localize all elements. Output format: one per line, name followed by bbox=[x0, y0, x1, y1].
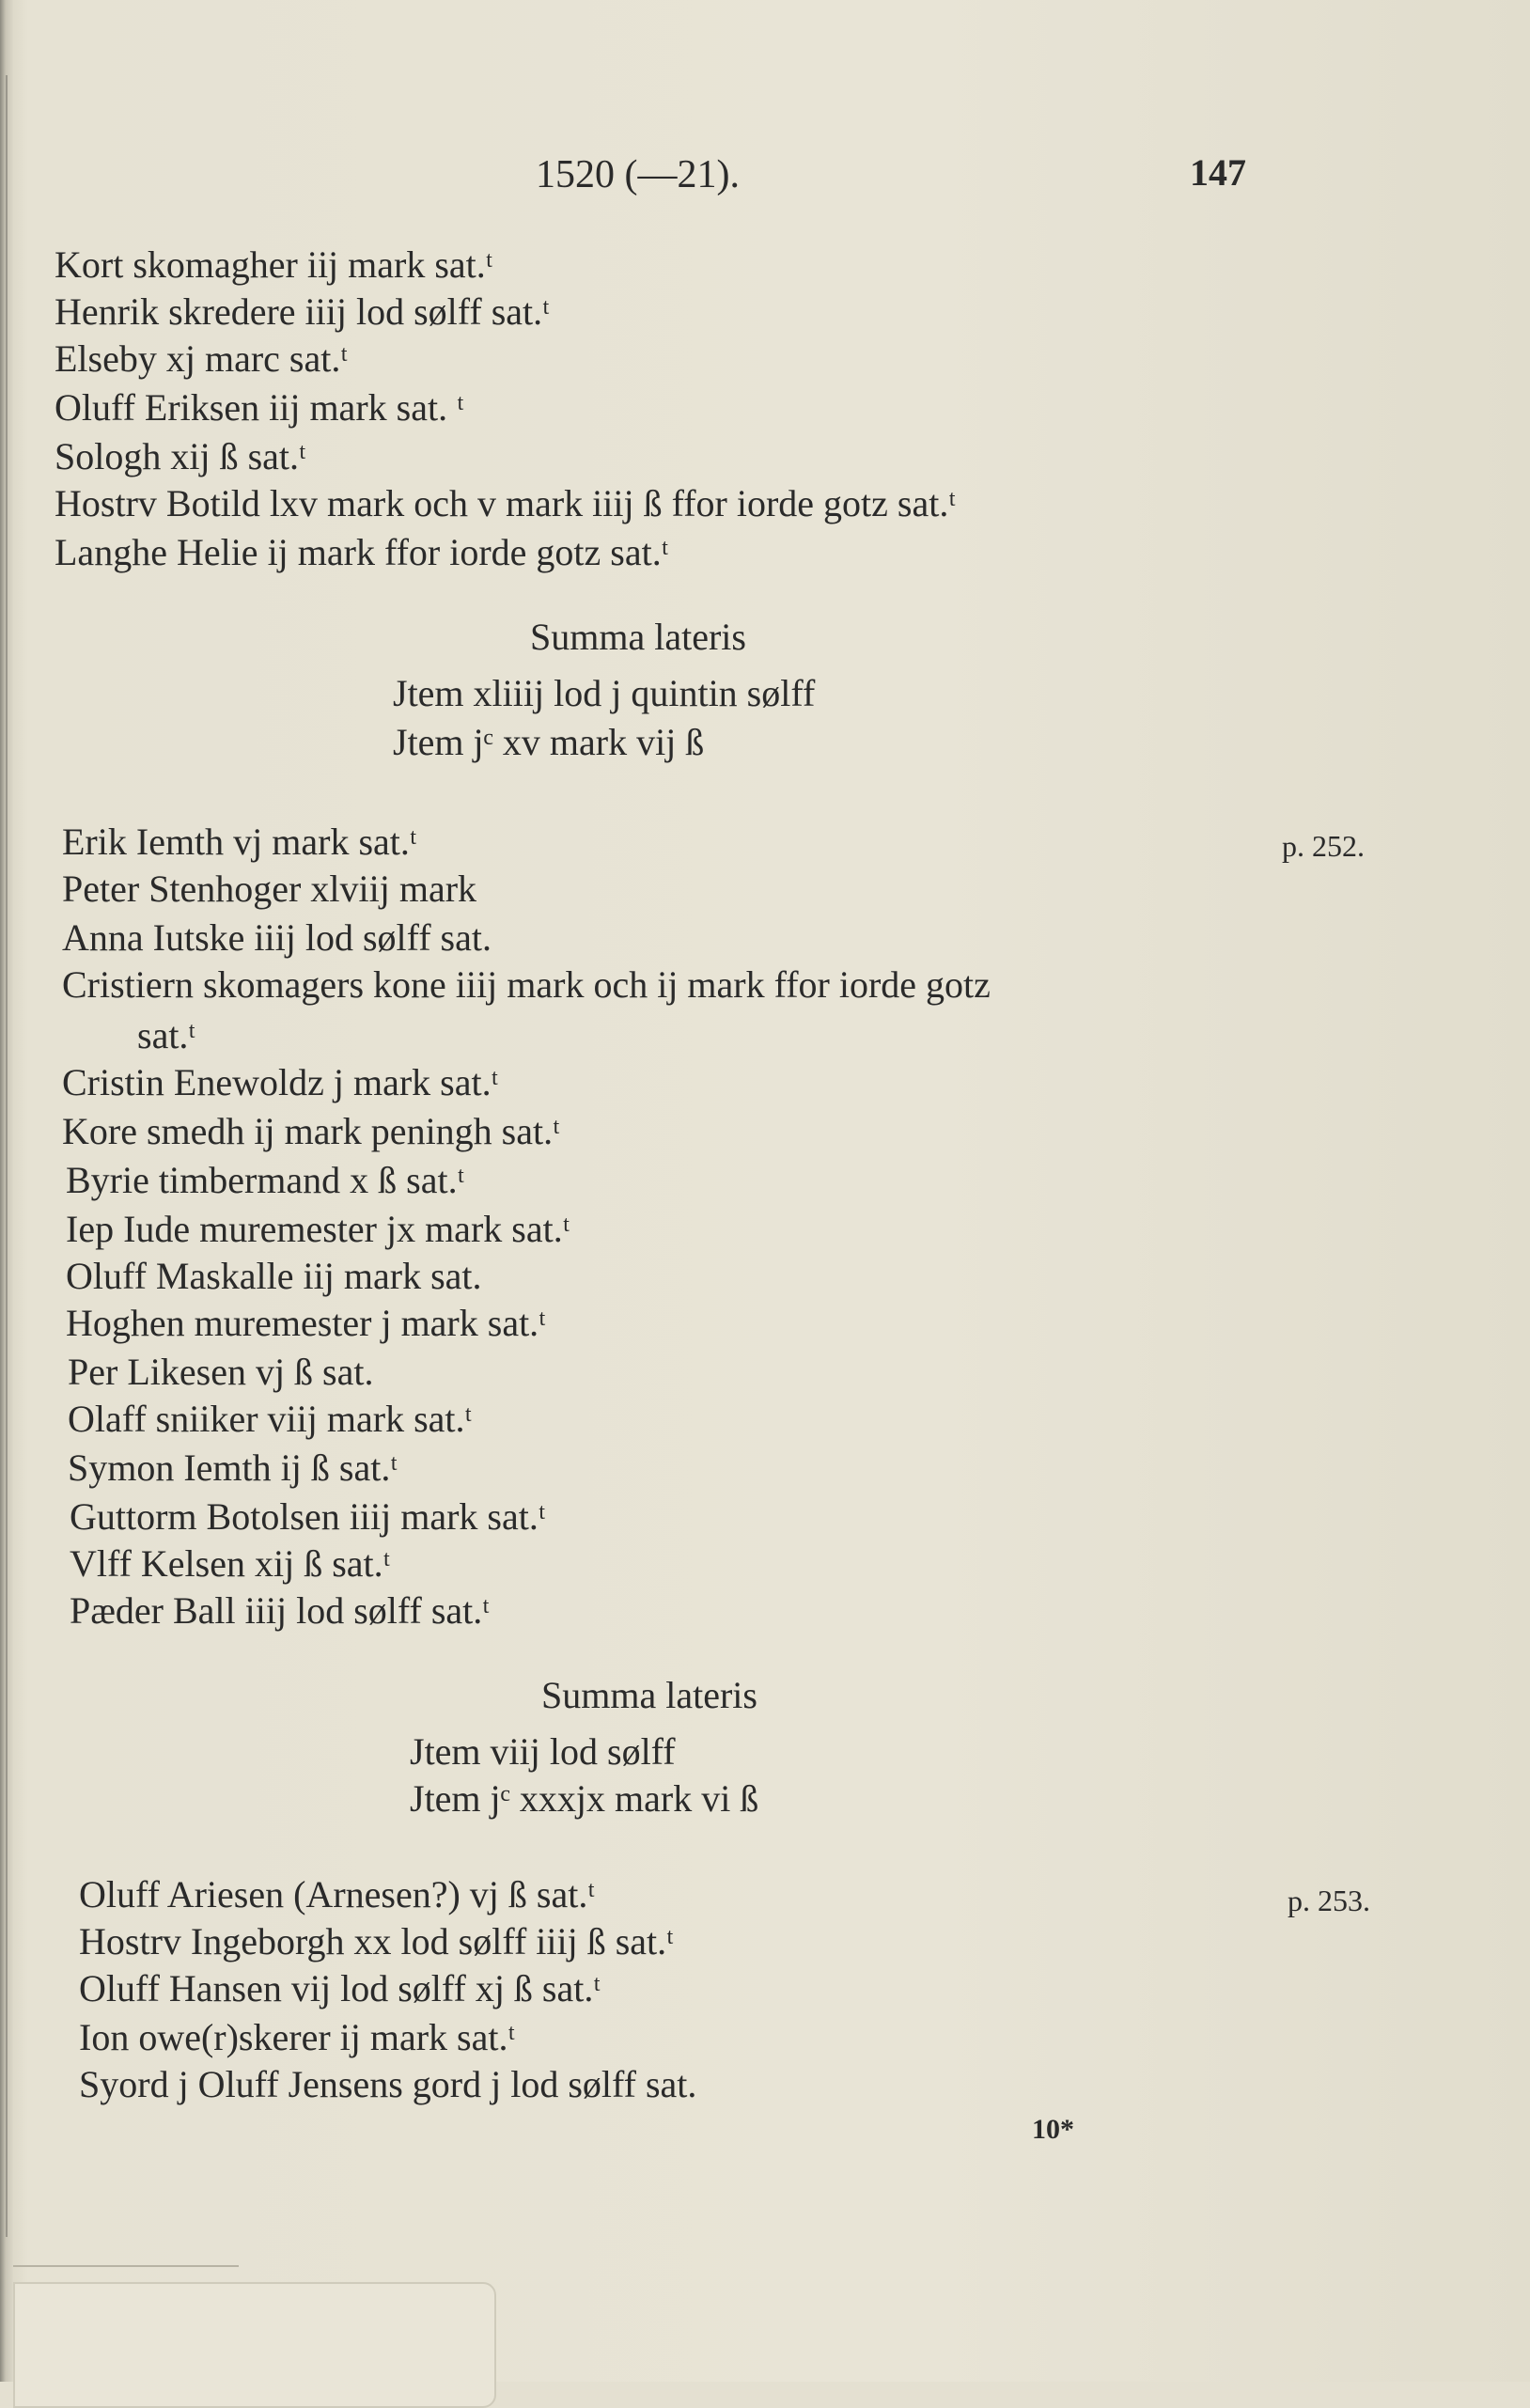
signature-mark: 10* bbox=[1032, 2114, 1074, 2145]
entry-line: Oluff Eriksen iij mark sat. ᵗ bbox=[55, 386, 464, 429]
summa-item: Jtem xliiij lod j quintin sølff bbox=[393, 672, 816, 714]
margin-page-reference: p. 252. bbox=[1282, 829, 1365, 863]
summa-item: Jtem viij lod sølff bbox=[410, 1730, 676, 1773]
entry-line: Anna Iutske iiij lod sølff sat. bbox=[62, 916, 492, 959]
entry-line: Oluff Hansen vij lod sølff xj ß sat.ᵗ bbox=[79, 1967, 601, 2009]
entry-line: Byrie timbermand x ß sat.ᵗ bbox=[66, 1159, 465, 1201]
entry-line: Erik Iemth vj mark sat.ᵗ bbox=[62, 821, 417, 863]
entry-line: Guttorm Botolsen iiij mark sat.ᵗ bbox=[70, 1495, 546, 1538]
entry-line: Kore smedh ij mark peningh sat.ᵗ bbox=[62, 1110, 560, 1152]
entry-line: Oluff Maskalle iij mark sat. bbox=[66, 1255, 482, 1297]
entry-line: Ion owe(r)skerer ij mark sat.ᵗ bbox=[79, 2016, 516, 2058]
entry-line: Hostrv Ingeborgh xx lod sølff iiij ß sat.ᵗ bbox=[79, 1920, 674, 1962]
summa-lateris-heading: Summa lateris bbox=[530, 616, 746, 658]
entry-line-continuation: sat.ᵗ bbox=[137, 1014, 196, 1056]
summa-item: Jtem jᶜ xxxjx mark vi ß bbox=[410, 1777, 759, 1820]
entry-line: Sologh xij ß sat.ᵗ bbox=[55, 435, 306, 477]
entry-line: Oluff Ariesen (Arnesen?) vj ß sat.ᵗ bbox=[79, 1873, 595, 1915]
entry-line: Langhe Helie ij mark ffor iorde gotz sat.ᵗ bbox=[55, 531, 669, 573]
entry-line: Hostrv Botild lxv mark och v mark iiij ß ffor iorde gotz sat.ᵗ bbox=[55, 482, 956, 524]
entry-line: Iep Iude muremester jx mark sat.ᵗ bbox=[66, 1208, 570, 1250]
summa-lateris-heading: Summa lateris bbox=[541, 1674, 757, 1716]
page-edge-line bbox=[13, 2265, 239, 2267]
entry-line: Cristiern skomagers kone iiij mark och ij mark ffor iorde gotz bbox=[62, 963, 991, 1006]
page-tab-shape bbox=[13, 2282, 496, 2408]
margin-page-reference: p. 253. bbox=[1288, 1884, 1370, 1917]
entry-line: Pæder Ball iiij lod sølff sat.ᵗ bbox=[70, 1589, 490, 1632]
summa-item: Jtem jᶜ xv mark vij ß bbox=[393, 721, 705, 763]
entry-line: Elseby xj marc sat.ᵗ bbox=[55, 337, 349, 380]
entry-line: Henrik skredere iiij lod sølff sat.ᵗ bbox=[55, 290, 550, 333]
entry-line: Symon Iemth ij ß sat.ᵗ bbox=[68, 1446, 398, 1489]
page-number: 147 bbox=[1190, 151, 1246, 194]
entry-line: Kort skomagher iij mark sat.ᵗ bbox=[55, 243, 493, 286]
entry-line: Hoghen muremester j mark sat.ᵗ bbox=[66, 1302, 546, 1344]
binding-shadow-line bbox=[6, 75, 8, 2237]
entry-line: Peter Stenhoger xlviij mark bbox=[62, 868, 477, 910]
running-header-title: 1520 (—21). bbox=[536, 153, 740, 196]
entry-line: Per Likesen vj ß sat. bbox=[68, 1351, 374, 1393]
entry-line: Syord j Oluff Jensens gord j lod sølff sat. bbox=[79, 2063, 697, 2105]
entry-line: Cristin Enewoldz j mark sat.ᵗ bbox=[62, 1061, 499, 1103]
entry-line: Vlff Kelsen xij ß sat.ᵗ bbox=[70, 1542, 391, 1585]
entry-line: Olaff sniiker viij mark sat.ᵗ bbox=[68, 1398, 473, 1440]
